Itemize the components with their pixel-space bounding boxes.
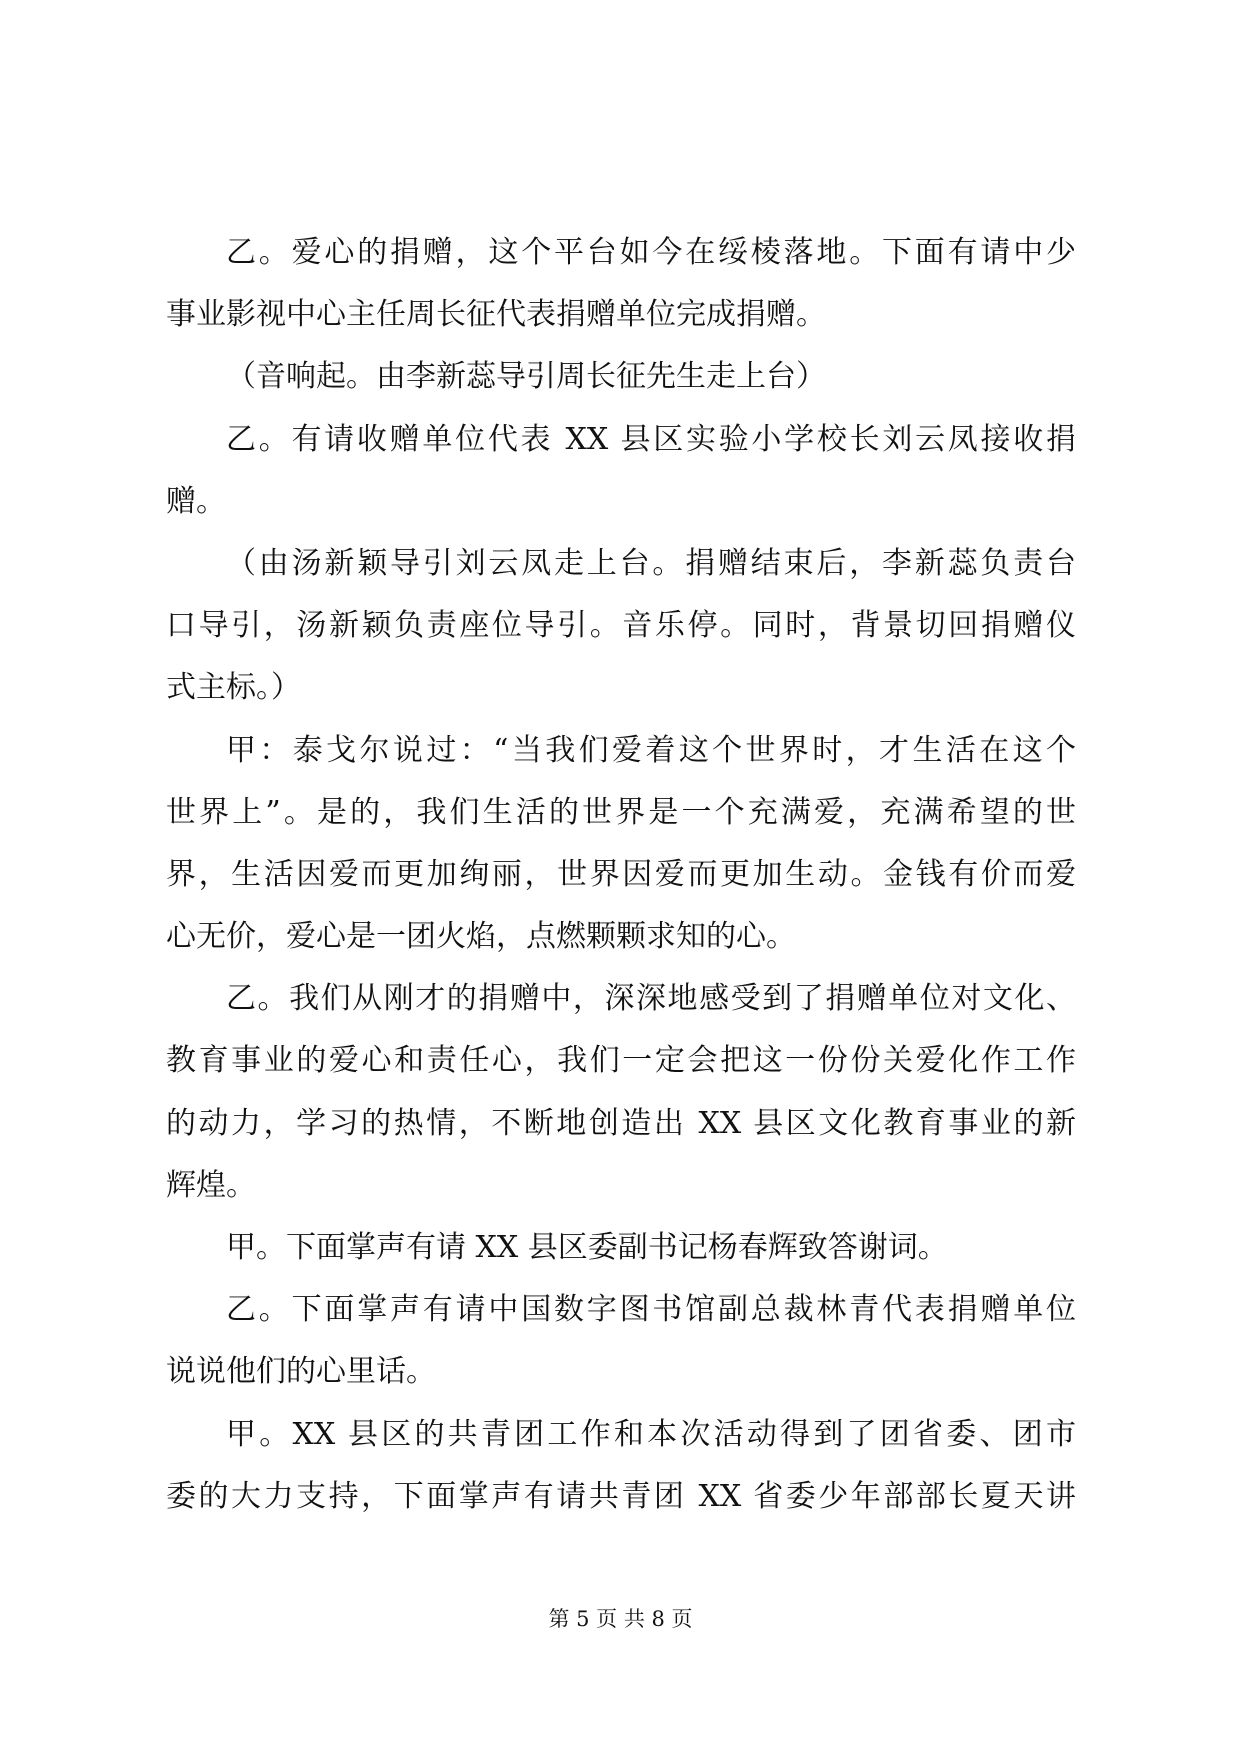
paragraph (166, 539, 1076, 726)
text-line: 赠。 (166, 483, 226, 519)
text-line: 甲。XX 县区的共青团工作和本次活动得到了团省委、团市 (226, 1416, 1076, 1452)
text-line: 的动力，学习的热情，不断地创造出 XX 县区文化教育事业的新 (166, 1105, 1076, 1141)
text-line: 委的大力支持，下面掌声有请共青团 XX 省委少年部部长夏天讲 (166, 1478, 1076, 1514)
text-line: 乙。爱心的捐赠，这个平台如今在绥棱落地。下面有请中少 (226, 235, 1076, 270)
text-line: 说说他们的心里话。 (166, 1354, 436, 1390)
paragraph (166, 352, 1076, 414)
text-line: 事业影视中心主任周长征代表捐赠单位完成捐赠。 (166, 297, 826, 333)
text-line: 心无价，爱心是一团火焰，点燃颗颗求知的心。 (166, 919, 796, 955)
text-line: 甲。下面掌声有请 XX 县区委副书记杨春辉致答谢词。 (226, 1230, 948, 1265)
text-line: 辉煌。 (166, 1167, 256, 1203)
text-line: 甲：泰戈尔说过：“当我们爱着这个世界时，才生活在这个 (226, 732, 1076, 768)
text-line: （由汤新颖导引刘云凤走上台。捐赠结束后，李新蕊负责台 (226, 545, 1076, 581)
text-line: （音响起。由李新蕊导引周长征先生走上台） (226, 359, 826, 395)
text-line: 式主标。） (166, 670, 301, 706)
text-line: 乙。下面掌声有请中国数字图书馆副总裁林青代表捐赠单位 (226, 1292, 1076, 1328)
paragraph (166, 1285, 1076, 1409)
text-line: 口导引，汤新颖负责座位导引。音乐停。同时，背景切回捐赠仪 (166, 608, 1076, 644)
paragraph (166, 415, 1076, 539)
document-body (166, 228, 1076, 1534)
paragraph (166, 974, 1076, 1223)
paragraph (166, 726, 1076, 975)
text-line: 乙。有请收赠单位代表 XX 县区实验小学校长刘云凤接收捐 (226, 421, 1076, 457)
text-line: 世界上”。是的，我们生活的世界是一个充满爱，充满希望的世 (166, 794, 1076, 830)
paragraph (166, 228, 1076, 352)
text-line: 界，生活因爱而更加绚丽，世界因爱而更加生动。金钱有价而爱 (166, 856, 1076, 892)
text-line: 教育事业的爱心和责任心，我们一定会把这一份份关爱化作工作 (166, 1043, 1076, 1079)
paragraph (166, 1410, 1076, 1534)
page-footer (0, 1604, 1241, 1634)
page-number-label: 第 5 页 共 8 页 (548, 1607, 693, 1631)
text-line: 乙。我们从刚才的捐赠中，深深地感受到了捐赠单位对文化、 (226, 981, 1076, 1017)
paragraph (166, 1223, 1076, 1285)
